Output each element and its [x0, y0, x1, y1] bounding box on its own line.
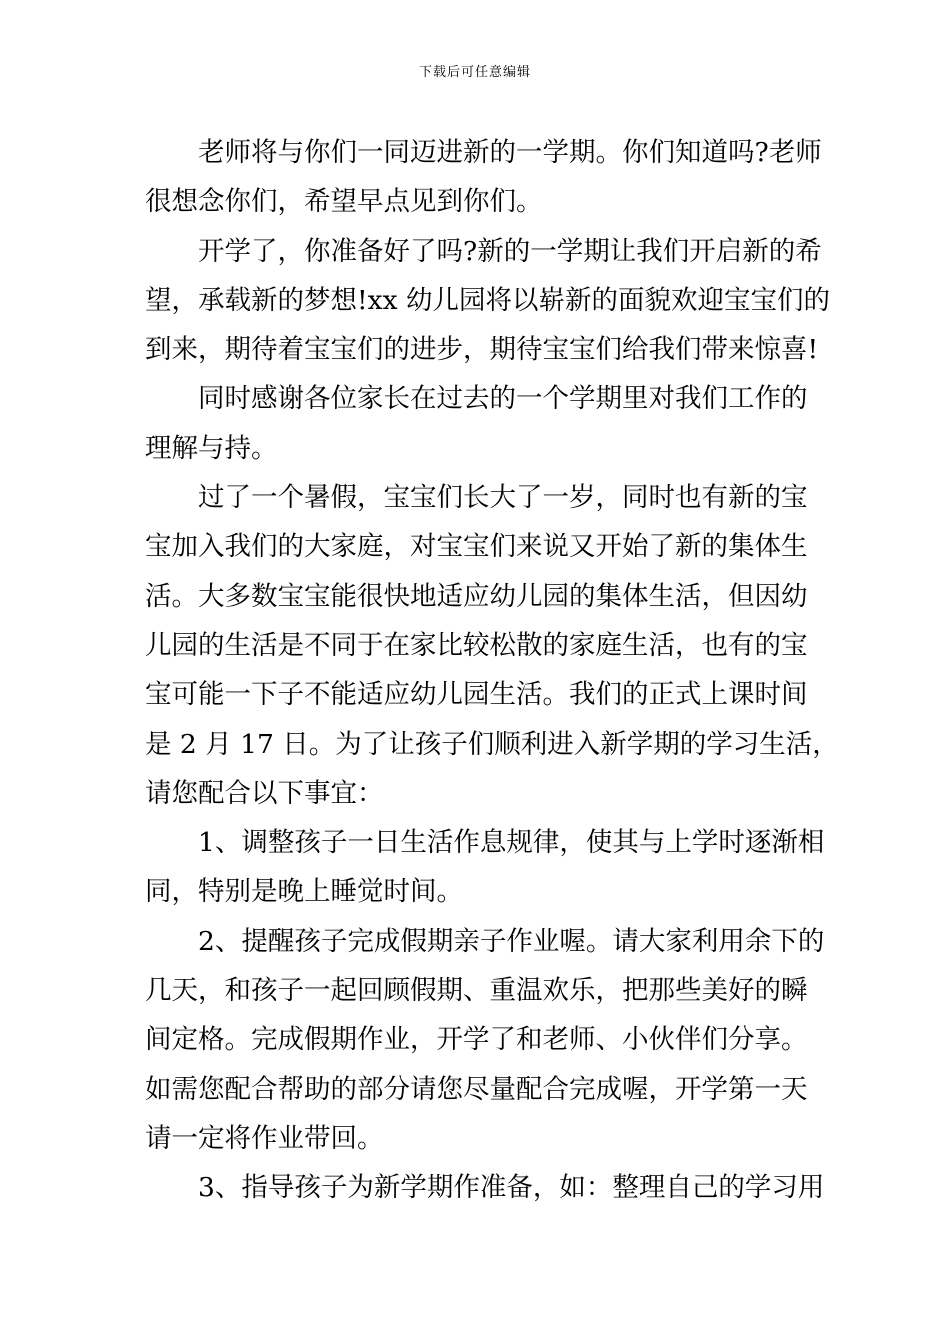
text-line: 理解与持。 — [145, 432, 278, 464]
document-body — [145, 128, 839, 1213]
text-line: 老师将与你们一同迈进新的一学期。你们知道吗?老师 — [198, 137, 822, 168]
text-line: 活。大多数宝宝能很快地适应幼儿园的集体生活，但因幼 — [145, 580, 808, 612]
text-line: 如需您配合帮助的部分请您尽量配合完成喔，开学第一天 — [145, 1073, 808, 1105]
text-line: 宝加入我们的大家庭，对宝宝们来说又开始了新的集体生 — [145, 531, 808, 563]
paragraph — [145, 818, 825, 917]
text-line: 宝可能一下子不能适应幼儿园生活。我们的正式上课时间 — [145, 679, 808, 711]
text-line: 是 2 月 17 日。为了让孩子们顺利进入新学期的学习生活， — [145, 728, 839, 760]
text-line: 过了一个暑假，宝宝们长大了一岁，同时也有新的宝 — [198, 482, 808, 514]
text-line: 很想念你们，希望早点见到你们。 — [145, 186, 543, 218]
paragraph — [145, 917, 825, 1163]
text-line: 同，特别是晚上睡觉时间。 — [145, 876, 463, 908]
text-line: 望，承载新的梦想!xx 幼儿园将以崭新的面貌欢迎宝宝们的 — [145, 284, 830, 316]
text-line: 请一定将作业带回。 — [145, 1122, 384, 1154]
paragraph — [145, 227, 830, 375]
text-line: 1、调整孩子一日生活作息规律，使其与上学时逐渐相 — [198, 827, 825, 859]
text-line: 间定格。完成假期作业，开学了和老师、小伙伴们分享。 — [145, 1024, 808, 1056]
text-line: 3、指导孩子为新学期作准备，如：整理自己的学习用 — [198, 1172, 825, 1204]
page-header: 下载后可任意编辑 — [418, 65, 531, 80]
text-line: 开学了，你准备好了吗?新的一学期让我们开启新的希 — [198, 235, 822, 267]
text-line: 几天，和孩子一起回顾假期、重温欢乐，把那些美好的瞬 — [145, 975, 808, 1007]
text-line: 同时感谢各位家长在过去的一个学期里对我们工作的 — [198, 383, 808, 415]
text-line: 2、提醒孩子完成假期亲子作业喔。请大家利用余下的 — [198, 925, 825, 957]
paragraph — [145, 128, 822, 227]
text-line: 到来，期待着宝宝们的进步，期待宝宝们给我们带来惊喜! — [145, 334, 819, 366]
text-line: 请您配合以下事宜： — [145, 777, 384, 809]
paragraph — [145, 374, 807, 473]
paragraph — [145, 1163, 825, 1212]
paragraph — [145, 473, 839, 818]
text-line: 儿园的生活是不同于在家比较松散的家庭生活，也有的宝 — [145, 629, 808, 661]
